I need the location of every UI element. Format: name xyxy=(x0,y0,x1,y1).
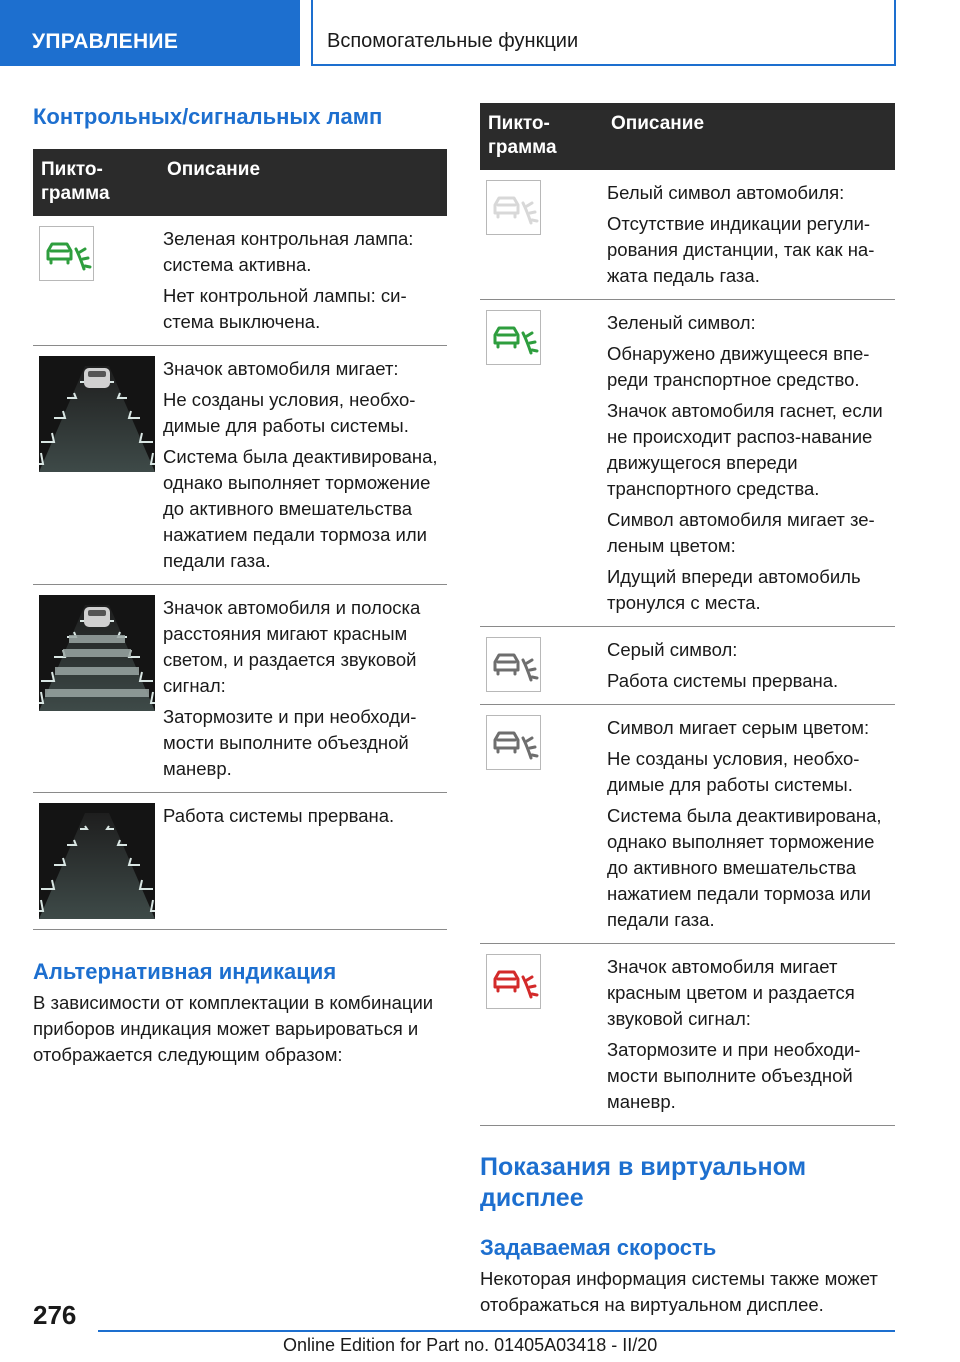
edition-text: Online Edition for Part no. 01405A03418 - II/20 xyxy=(283,1335,658,1355)
description-cell xyxy=(603,705,895,944)
description-cell xyxy=(603,944,895,1126)
pictogram-cell xyxy=(33,346,159,585)
description-line: Зеленая контрольная лампа: система активна. xyxy=(163,228,414,275)
description-cell xyxy=(603,300,895,627)
header-pictogram xyxy=(480,103,603,170)
pictogram-cell xyxy=(480,944,603,1126)
pictogram-cell xyxy=(480,170,603,300)
table-row xyxy=(33,793,447,930)
table-header-row xyxy=(33,149,447,216)
table-row xyxy=(33,585,447,793)
description-line: Обнаружено движущееся впе-реди транспортное средство. xyxy=(607,343,870,390)
description-line: Система была деактивирована, однако выполняет торможение до активного вмешательства нажатием педали тормоза или педали газа. xyxy=(607,805,882,930)
car-distance-gray-icon xyxy=(486,637,541,692)
description-line: Работа системы прервана. xyxy=(607,670,839,691)
description-cell xyxy=(159,346,447,585)
left-column xyxy=(33,103,447,1068)
pictogram-cell xyxy=(480,705,603,944)
pictogram-cell xyxy=(480,627,603,705)
pictogram-cell xyxy=(33,216,159,346)
footer-divider xyxy=(98,1330,895,1332)
road-display-empty xyxy=(39,803,155,919)
lamps-table xyxy=(33,149,447,930)
car-distance-gray-flashing-icon xyxy=(486,715,541,770)
description-cell xyxy=(159,793,447,930)
symbols-table xyxy=(480,103,895,1126)
road-display-car-flashing xyxy=(39,356,155,472)
alt-indication-text: В зависимости от комплектации в комбинации приборов индикация может варьироваться и отображается следующим образом: xyxy=(33,992,434,1065)
description-cell xyxy=(603,627,895,705)
description-line: Затормозите и при необходи-мости выполните объездной маневр. xyxy=(607,1039,861,1112)
description-line: Идущий впереди автомобиль тронулся с места. xyxy=(607,566,861,613)
car-distance-green-icon xyxy=(486,310,541,365)
description-line: Система была деактивирована, однако выполняет торможение до активного вмешательства нажатием педали тормоза или педали газа. xyxy=(163,446,438,571)
pictogram-cell xyxy=(480,300,603,627)
table-row xyxy=(480,944,895,1126)
description-line: Символ мигает серым цветом: xyxy=(607,717,870,738)
car-distance-indicator-icon xyxy=(39,226,94,281)
table-row xyxy=(480,705,895,944)
header-pictogram-label: Пикто- грамма xyxy=(41,159,110,204)
description-cell xyxy=(603,170,895,300)
table-row xyxy=(480,627,895,705)
alt-indication-heading: Альтернативная индикация xyxy=(33,959,337,984)
description-line: Белый символ автомобиля: xyxy=(607,182,845,203)
page-number: 276 xyxy=(33,1300,77,1330)
car-distance-red-icon xyxy=(486,954,541,1009)
set-speed-heading: Задаваемая скорость xyxy=(480,1235,717,1260)
table-row xyxy=(33,346,447,585)
description-cell xyxy=(159,216,447,346)
virtual-display-heading: Показания в виртуальном дисплее xyxy=(480,1153,807,1212)
header-pictogram-label: Пикто- грамма xyxy=(488,113,557,158)
description-line: Работа системы прервана. xyxy=(163,805,395,826)
section-tab[interactable]: УПРАВЛЕНИЕ xyxy=(0,0,300,66)
table-row xyxy=(480,170,895,300)
description-line: Нет контрольной лампы: си-стема выключена. xyxy=(163,285,407,332)
page-header xyxy=(0,0,960,66)
right-column xyxy=(480,103,895,1318)
description-cell xyxy=(159,585,447,793)
description-line: Отсутствие индикации регули-рования дистанции, так как на-жата педаль газа. xyxy=(607,213,875,286)
table-row xyxy=(480,300,895,627)
description-line: Значок автомобиля мигает красным цветом и раздается звуковой сигнал: xyxy=(607,956,855,1029)
description-line: Значок автомобиля и полоска расстояния мигают красным светом, и раздается звуковой сигнал: xyxy=(163,597,421,696)
table-row xyxy=(33,216,447,346)
description-line: Значок автомобиля мигает: xyxy=(163,358,399,379)
pictogram-cell xyxy=(33,585,159,793)
car-distance-white-icon xyxy=(486,180,541,235)
description-line: Серый символ: xyxy=(607,639,738,660)
description-line: Не созданы условия, необхо-димые для работы системы. xyxy=(607,748,860,795)
pictogram-cell xyxy=(33,793,159,930)
description-line: Символ автомобиля мигает зе-леным цветом: xyxy=(607,509,875,556)
description-line: Не созданы условия, необхо-димые для работы системы. xyxy=(163,389,416,436)
chapter-title: Вспомогательные функции xyxy=(311,0,896,66)
header-description: Описание xyxy=(159,149,447,216)
description-line: Значок автомобиля гаснет, если не происходит распоз-навание движущегося впереди транспортного средства. xyxy=(607,400,883,499)
road-display-car-bars-flashing xyxy=(39,595,155,711)
lamps-heading: Контрольных/сигнальных ламп xyxy=(33,104,383,129)
description-line: Затормозите и при необходи-мости выполните объездной маневр. xyxy=(163,706,417,779)
description-line: Зеленый символ: xyxy=(607,312,756,333)
set-speed-text: Некоторая информация системы также может отображаться на виртуальном дисплее. xyxy=(480,1268,878,1315)
table-header-row xyxy=(480,103,895,170)
header-pictogram xyxy=(33,149,159,216)
header-description: Описание xyxy=(603,103,895,170)
